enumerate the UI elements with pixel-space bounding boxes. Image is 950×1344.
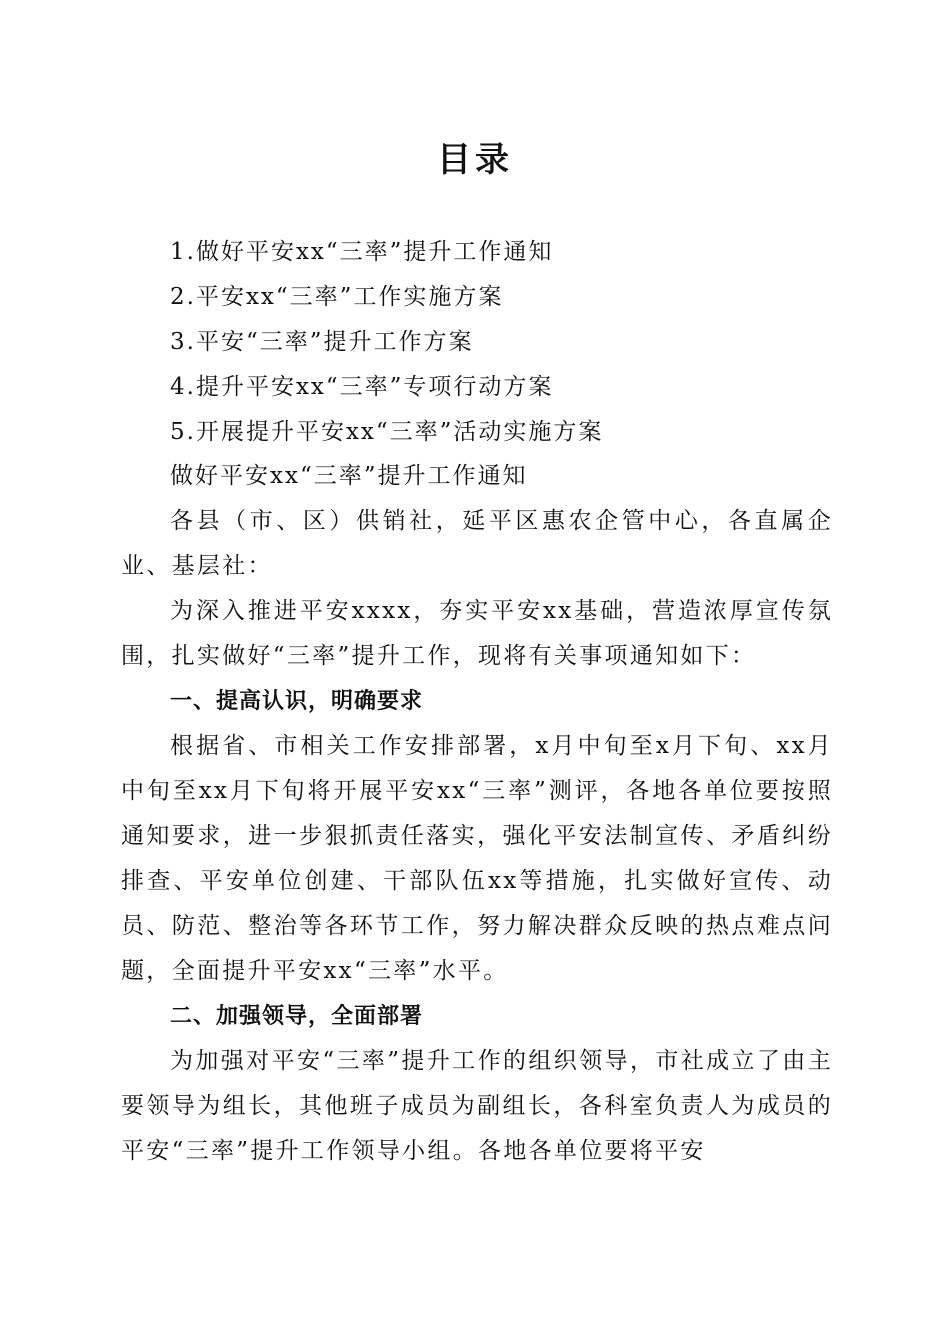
toc-item: 4.提升平安xx“三率”专项行动方案 xyxy=(170,374,554,400)
body-paragraph-2: 为加强对平安“三率”提升工作的组织领导，市社成立了由主要领导为组长，其他班子成员为副组长，各科室负责人为成员的平安“三率”提升工作领导小组。各地各单位要将平安 xyxy=(121,1048,833,1164)
toc-item: 3.平安“三率”提升工作方案 xyxy=(170,329,474,355)
section-title: 做好平安xx“三率”提升工作通知 xyxy=(170,463,528,489)
body-paragraph-1: 根据省、市相关工作安排部署，x月中旬至x月下旬、xx月中旬至xx月下旬将开展平安xx“三率”测评，各地各单位要按照通知要求，进一步狠抓责任落实，强化平安法制宣传、矛盾纠纷排查、平安单位创建、干部队伍xx等措施，扎实做好宣传、动员、防范、整治等各环节工作，努力解决群众反映的热点难点问题，全面提升平安xx“三率”水平。 xyxy=(121,733,833,984)
section-heading-2: 二、加强领导，全面部署 xyxy=(170,1004,424,1029)
table-of-contents xyxy=(170,232,830,457)
page-title: 目录 xyxy=(437,140,513,180)
addressee-paragraph: 各县（市、区）供销社，延平区惠农企管中心，各直属企业、基层社： xyxy=(121,508,833,579)
section-heading-1: 一、提高认识，明确要求 xyxy=(170,689,424,714)
toc-item: 2.平安xx“三率”工作实施方案 xyxy=(170,284,504,310)
document-body xyxy=(121,454,833,1174)
toc-item: 5.开展提升平安xx“三率”活动实施方案 xyxy=(170,419,604,445)
intro-paragraph: 为深入推进平安xxxx，夯实平安xx基础，营造浓厚宣传氛围，扎实做好“三率”提升工作，现将有关事项通知如下： xyxy=(121,598,833,669)
toc-item: 1.做好平安xx“三率”提升工作通知 xyxy=(170,239,554,265)
